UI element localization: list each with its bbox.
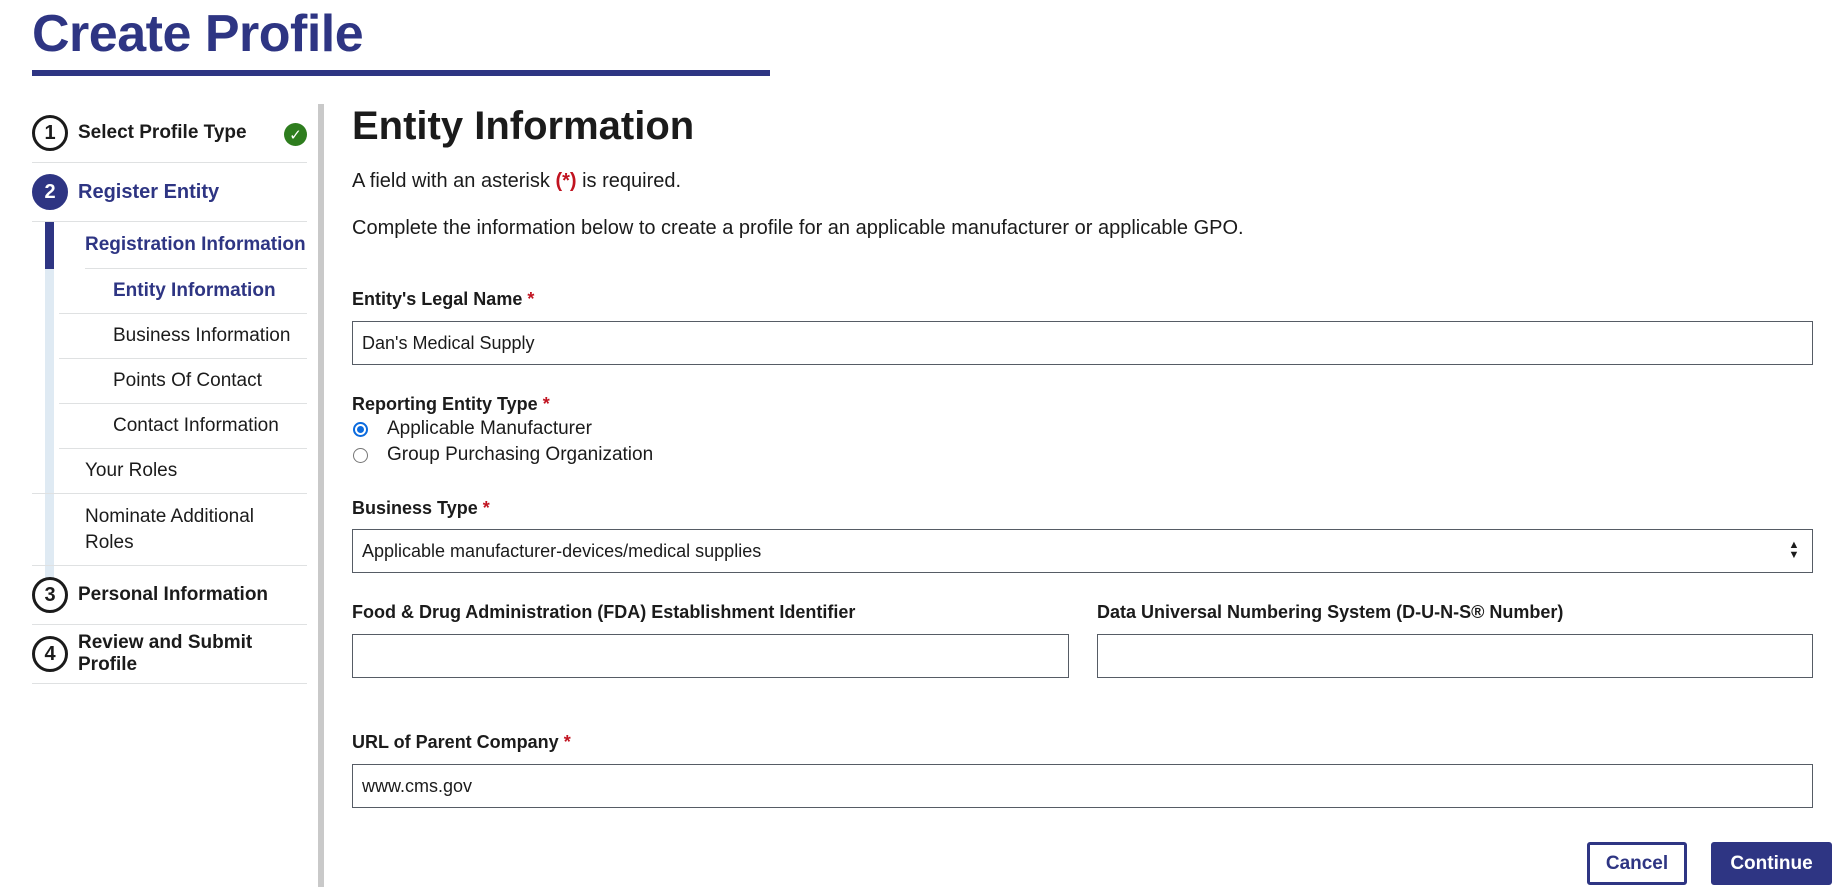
label-text: URL of Parent Company	[352, 732, 559, 752]
step-select-profile-type[interactable]	[32, 104, 307, 163]
step-personal-information[interactable]	[32, 566, 307, 625]
register-entity-subnav	[32, 222, 307, 566]
step-number: 4	[32, 636, 68, 672]
title-underline	[32, 70, 770, 76]
duns-number-input[interactable]	[1097, 634, 1813, 678]
required-marker: (*)	[555, 170, 577, 192]
step-number: 1	[32, 115, 68, 151]
step-label: Select Profile Type	[78, 122, 247, 143]
substep-nominate-additional-roles[interactable]	[32, 494, 307, 566]
step-label: Personal Information	[78, 584, 269, 605]
substep-business-information[interactable]: Business Information	[59, 314, 307, 359]
radio-button-checked[interactable]	[353, 422, 368, 437]
required-note-suffix: is required.	[582, 170, 682, 192]
label-text: Reporting Entity Type	[352, 394, 538, 414]
radio-label: Group Purchasing Organization	[387, 444, 654, 465]
required-asterisk: *	[563, 732, 571, 752]
cancel-button[interactable]: Cancel	[1587, 842, 1687, 885]
step-number: 3	[32, 577, 68, 613]
legal-name-input[interactable]: Dan's Medical Supply	[352, 321, 1813, 365]
step-label: Register Entity	[78, 180, 220, 203]
section-heading: Entity Information	[352, 104, 695, 148]
substep-label: Nominate Additional Roles	[85, 505, 254, 553]
label-text: Business Type	[352, 498, 478, 518]
select-value: Applicable manufacturer-devices/medical supplies	[362, 540, 762, 561]
parent-company-url-input[interactable]: www.cms.gov	[352, 764, 1813, 808]
subnav-active-indicator	[45, 222, 54, 269]
step-number: 2	[32, 174, 68, 210]
radio-group-purchasing-organization[interactable]	[352, 444, 653, 466]
substep-entity-information[interactable]: Entity Information	[59, 269, 307, 314]
required-note	[352, 170, 681, 193]
step-label: Review and Submit Profile	[78, 632, 253, 675]
radio-button[interactable]	[353, 448, 368, 463]
substep-contact-information[interactable]: Contact Information	[59, 404, 307, 449]
step-review-and-submit[interactable]	[32, 625, 307, 684]
select-chevron-icon: ▲ ▼	[1788, 539, 1800, 561]
business-type-label	[352, 498, 490, 519]
substep-registration-information[interactable]: Registration Information	[85, 222, 307, 269]
step-sidebar	[32, 104, 307, 684]
step-register-entity[interactable]	[32, 163, 307, 222]
duns-number-label: Data Universal Numbering System (D-U-N-S® Number)	[1097, 602, 1564, 622]
check-circle-icon: ✓	[284, 123, 307, 146]
page-title: Create Profile	[32, 5, 364, 63]
parent-company-url-label	[352, 732, 571, 753]
required-asterisk: *	[542, 394, 550, 414]
substep-points-of-contact[interactable]: Points Of Contact	[59, 359, 307, 404]
required-asterisk: *	[482, 498, 490, 518]
sidebar-divider	[318, 104, 324, 887]
reporting-entity-type-label	[352, 394, 550, 415]
radio-label: Applicable Manufacturer	[387, 418, 592, 439]
legal-name-label	[352, 289, 534, 310]
required-note-text: A field with an asterisk	[352, 170, 550, 192]
continue-button[interactable]: Continue	[1711, 842, 1832, 885]
fda-identifier-label: Food & Drug Administration (FDA) Establishment Identifier	[352, 602, 856, 622]
substep-your-roles[interactable]: Your Roles	[32, 449, 307, 494]
required-asterisk: *	[527, 289, 535, 309]
radio-applicable-manufacturer[interactable]	[352, 418, 592, 440]
intro-text: Complete the information below to create a profile for an applicable manufacturer or applicable GPO.	[352, 217, 1244, 239]
label-text: Entity's Legal Name	[352, 289, 523, 309]
business-type-select[interactable]	[352, 529, 1813, 573]
fda-identifier-input[interactable]	[352, 634, 1069, 678]
